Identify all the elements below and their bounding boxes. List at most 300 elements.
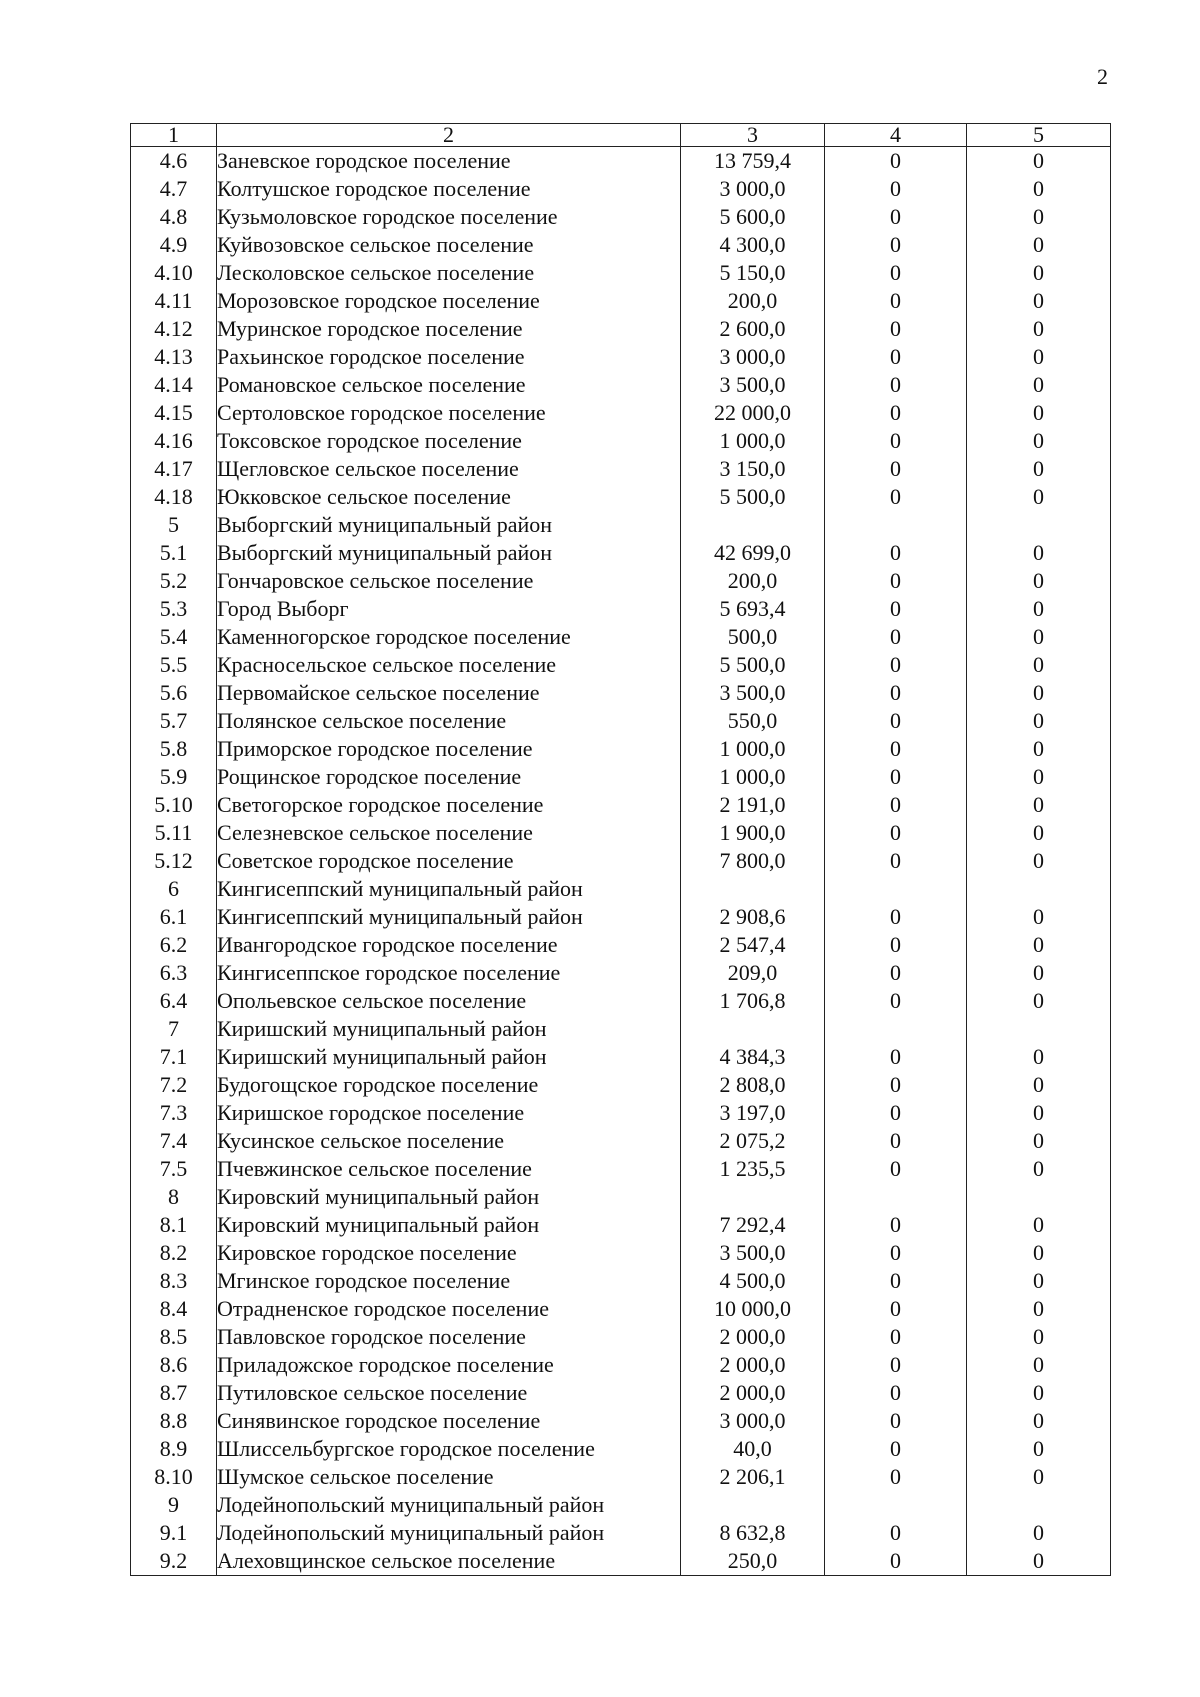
value-col-4: 0 <box>825 1351 967 1379</box>
settlement-name: Отрадненское городское поселение <box>217 1295 681 1323</box>
table-row <box>131 1407 1111 1435</box>
value-col-5: 0 <box>967 1211 1111 1239</box>
value-col-3: 10 000,0 <box>681 1295 825 1323</box>
value-col-5: 0 <box>967 567 1111 595</box>
value-col-4: 0 <box>825 1239 967 1267</box>
settlement-name: Каменногорское городское поселение <box>217 623 681 651</box>
value-col-4: 0 <box>825 1519 967 1547</box>
value-col-3: 3 000,0 <box>681 1407 825 1435</box>
row-number: 9.1 <box>131 1519 217 1547</box>
value-col-4: 0 <box>825 1435 967 1463</box>
value-col-3 <box>681 1183 825 1211</box>
row-number: 7.5 <box>131 1155 217 1183</box>
settlement-name: Советское городское поселение <box>217 847 681 875</box>
value-col-3: 5 693,4 <box>681 595 825 623</box>
settlement-name: Выборгский муниципальный район <box>217 511 681 539</box>
table-row <box>131 483 1111 511</box>
value-col-5: 0 <box>967 231 1111 259</box>
value-col-4: 0 <box>825 903 967 931</box>
row-number: 4.11 <box>131 287 217 315</box>
header-row <box>131 124 1111 147</box>
value-col-4: 0 <box>825 315 967 343</box>
value-col-5: 0 <box>967 483 1111 511</box>
table-row <box>131 651 1111 679</box>
value-col-3: 2 075,2 <box>681 1127 825 1155</box>
settlement-name: Мгинское городское поселение <box>217 1267 681 1295</box>
table-row <box>131 1015 1111 1043</box>
value-col-3: 5 600,0 <box>681 203 825 231</box>
value-col-4: 0 <box>825 259 967 287</box>
table-row <box>131 567 1111 595</box>
table-row <box>131 847 1111 875</box>
value-col-5: 0 <box>967 1547 1111 1576</box>
value-col-3: 4 300,0 <box>681 231 825 259</box>
table-row <box>131 511 1111 539</box>
settlement-name: Щегловское сельское поселение <box>217 455 681 483</box>
row-number: 9.2 <box>131 1547 217 1576</box>
value-col-5: 0 <box>967 399 1111 427</box>
value-col-4 <box>825 1015 967 1043</box>
row-number: 6 <box>131 875 217 903</box>
row-number: 4.16 <box>131 427 217 455</box>
value-col-4: 0 <box>825 1547 967 1576</box>
table-row <box>131 399 1111 427</box>
settlement-name: Шлиссельбургское городское поселение <box>217 1435 681 1463</box>
value-col-3: 1 706,8 <box>681 987 825 1015</box>
table-row <box>131 203 1111 231</box>
value-col-4: 0 <box>825 1463 967 1491</box>
settlement-name: Кировский муниципальный район <box>217 1183 681 1211</box>
value-col-3: 3 500,0 <box>681 679 825 707</box>
row-number: 4.9 <box>131 231 217 259</box>
value-col-3: 1 900,0 <box>681 819 825 847</box>
value-col-4: 0 <box>825 287 967 315</box>
value-col-3: 5 500,0 <box>681 651 825 679</box>
settlement-name: Кузьмоловское городское поселение <box>217 203 681 231</box>
settlement-name: Гончаровское сельское поселение <box>217 567 681 595</box>
row-number: 7.3 <box>131 1099 217 1127</box>
table-row <box>131 1155 1111 1183</box>
value-col-5: 0 <box>967 679 1111 707</box>
table-row <box>131 1547 1111 1576</box>
row-number: 7.4 <box>131 1127 217 1155</box>
value-col-5: 0 <box>967 427 1111 455</box>
value-col-5: 0 <box>967 315 1111 343</box>
settlement-name: Пчевжинское сельское поселение <box>217 1155 681 1183</box>
table-row <box>131 175 1111 203</box>
row-number: 4.10 <box>131 259 217 287</box>
value-col-5: 0 <box>967 1239 1111 1267</box>
table-row <box>131 959 1111 987</box>
row-number: 7.2 <box>131 1071 217 1099</box>
value-col-3: 2 000,0 <box>681 1351 825 1379</box>
value-col-5: 0 <box>967 259 1111 287</box>
value-col-5: 0 <box>967 1463 1111 1491</box>
value-col-3 <box>681 1491 825 1519</box>
table-row <box>131 1183 1111 1211</box>
value-col-5: 0 <box>967 455 1111 483</box>
table-row <box>131 903 1111 931</box>
value-col-4 <box>825 511 967 539</box>
value-col-4: 0 <box>825 1323 967 1351</box>
table-row <box>131 1519 1111 1547</box>
settlement-name: Юкковское сельское поселение <box>217 483 681 511</box>
settlement-name: Кусинское сельское поселение <box>217 1127 681 1155</box>
settlement-name: Киришский муниципальный район <box>217 1043 681 1071</box>
row-number: 8.2 <box>131 1239 217 1267</box>
value-col-3: 3 500,0 <box>681 1239 825 1267</box>
table-row <box>131 735 1111 763</box>
value-col-3: 42 699,0 <box>681 539 825 567</box>
value-col-4: 0 <box>825 203 967 231</box>
value-col-5: 0 <box>967 959 1111 987</box>
value-col-3: 1 000,0 <box>681 763 825 791</box>
value-col-4: 0 <box>825 1407 967 1435</box>
table-row <box>131 791 1111 819</box>
row-number: 4.14 <box>131 371 217 399</box>
value-col-4: 0 <box>825 847 967 875</box>
value-col-5 <box>967 511 1111 539</box>
settlement-name: Шумское сельское поселение <box>217 1463 681 1491</box>
value-col-4: 0 <box>825 595 967 623</box>
value-col-5: 0 <box>967 1519 1111 1547</box>
table-row <box>131 1043 1111 1071</box>
value-col-4: 0 <box>825 959 967 987</box>
row-number: 8 <box>131 1183 217 1211</box>
value-col-4: 0 <box>825 1099 967 1127</box>
table-row <box>131 1491 1111 1519</box>
table-row <box>131 819 1111 847</box>
value-col-4: 0 <box>825 1379 967 1407</box>
value-col-5: 0 <box>967 707 1111 735</box>
row-number: 5.8 <box>131 735 217 763</box>
value-col-5: 0 <box>967 623 1111 651</box>
settlement-name: Приморское городское поселение <box>217 735 681 763</box>
value-col-5: 0 <box>967 147 1111 176</box>
row-number: 5.11 <box>131 819 217 847</box>
settlement-name: Первомайское сельское поселение <box>217 679 681 707</box>
value-col-3: 2 000,0 <box>681 1323 825 1351</box>
settlement-name: Красносельское сельское поселение <box>217 651 681 679</box>
value-col-4: 0 <box>825 1043 967 1071</box>
value-col-4: 0 <box>825 175 967 203</box>
settlement-name: Синявинское городское поселение <box>217 1407 681 1435</box>
header-cell-3: 3 <box>681 124 825 147</box>
value-col-4: 0 <box>825 371 967 399</box>
value-col-3: 2 191,0 <box>681 791 825 819</box>
value-col-5: 0 <box>967 987 1111 1015</box>
settlement-name: Приладожское городское поселение <box>217 1351 681 1379</box>
table-row <box>131 1127 1111 1155</box>
value-col-3: 7 292,4 <box>681 1211 825 1239</box>
table-row <box>131 1463 1111 1491</box>
row-number: 5.7 <box>131 707 217 735</box>
value-col-5: 0 <box>967 903 1111 931</box>
value-col-5: 0 <box>967 539 1111 567</box>
value-col-3: 4 500,0 <box>681 1267 825 1295</box>
row-number: 5.3 <box>131 595 217 623</box>
settlement-name: Опольевское сельское поселение <box>217 987 681 1015</box>
row-number: 8.4 <box>131 1295 217 1323</box>
settlement-name: Морозовское городское поселение <box>217 287 681 315</box>
row-number: 4.17 <box>131 455 217 483</box>
settlement-name: Лесколовское сельское поселение <box>217 259 681 287</box>
value-col-5: 0 <box>967 1435 1111 1463</box>
value-col-3: 2 206,1 <box>681 1463 825 1491</box>
value-col-3: 2 808,0 <box>681 1071 825 1099</box>
table-row <box>131 259 1111 287</box>
row-number: 5.10 <box>131 791 217 819</box>
settlement-name: Куйвозовское сельское поселение <box>217 231 681 259</box>
value-col-4: 0 <box>825 567 967 595</box>
value-col-4: 0 <box>825 1295 967 1323</box>
table-row <box>131 763 1111 791</box>
row-number: 7.1 <box>131 1043 217 1071</box>
settlement-name: Кингисеппский муниципальный район <box>217 875 681 903</box>
value-col-4: 0 <box>825 819 967 847</box>
row-number: 5.5 <box>131 651 217 679</box>
value-col-4: 0 <box>825 399 967 427</box>
value-col-5: 0 <box>967 1379 1111 1407</box>
table-row <box>131 455 1111 483</box>
row-number: 4.18 <box>131 483 217 511</box>
value-col-5: 0 <box>967 1043 1111 1071</box>
table-row <box>131 287 1111 315</box>
table-row <box>131 539 1111 567</box>
settlement-name: Романовское сельское поселение <box>217 371 681 399</box>
value-col-4: 0 <box>825 987 967 1015</box>
header-cell-5: 5 <box>967 124 1111 147</box>
value-col-4: 0 <box>825 483 967 511</box>
table-row <box>131 1239 1111 1267</box>
settlement-name: Колтушское городское поселение <box>217 175 681 203</box>
settlement-name: Лодейнопольский муниципальный район <box>217 1519 681 1547</box>
allocation-table <box>130 123 1111 1576</box>
table-row <box>131 427 1111 455</box>
value-col-3: 2 908,6 <box>681 903 825 931</box>
settlement-name: Будогощское городское поселение <box>217 1071 681 1099</box>
table-row <box>131 875 1111 903</box>
row-number: 5.1 <box>131 539 217 567</box>
value-col-3: 5 150,0 <box>681 259 825 287</box>
table-row <box>131 1071 1111 1099</box>
row-number: 5.6 <box>131 679 217 707</box>
row-number: 6.3 <box>131 959 217 987</box>
value-col-5: 0 <box>967 595 1111 623</box>
settlement-name: Муринское городское поселение <box>217 315 681 343</box>
row-number: 5.2 <box>131 567 217 595</box>
settlement-name: Киришский муниципальный район <box>217 1015 681 1043</box>
value-col-3: 7 800,0 <box>681 847 825 875</box>
table-row <box>131 1323 1111 1351</box>
value-col-5: 0 <box>967 1295 1111 1323</box>
table-row <box>131 1099 1111 1127</box>
settlement-name: Полянское сельское поселение <box>217 707 681 735</box>
table-row <box>131 1295 1111 1323</box>
value-col-5: 0 <box>967 343 1111 371</box>
value-col-5 <box>967 1015 1111 1043</box>
value-col-5: 0 <box>967 651 1111 679</box>
value-col-3: 22 000,0 <box>681 399 825 427</box>
settlement-name: Рахьинское городское поселение <box>217 343 681 371</box>
settlement-name: Город Выборг <box>217 595 681 623</box>
settlement-name: Ивангородское городское поселение <box>217 931 681 959</box>
table-row <box>131 931 1111 959</box>
settlement-name: Рощинское городское поселение <box>217 763 681 791</box>
value-col-3: 200,0 <box>681 287 825 315</box>
row-number: 8.1 <box>131 1211 217 1239</box>
page-number: 2 <box>1097 64 1108 89</box>
value-col-3: 550,0 <box>681 707 825 735</box>
row-number: 8.9 <box>131 1435 217 1463</box>
value-col-5 <box>967 1183 1111 1211</box>
value-col-4 <box>825 875 967 903</box>
row-number: 5.4 <box>131 623 217 651</box>
table-row <box>131 1435 1111 1463</box>
value-col-3: 3 197,0 <box>681 1099 825 1127</box>
header-cell-1: 1 <box>131 124 217 147</box>
value-col-5: 0 <box>967 735 1111 763</box>
value-col-4: 0 <box>825 651 967 679</box>
row-number: 6.2 <box>131 931 217 959</box>
value-col-4: 0 <box>825 343 967 371</box>
row-number: 4.13 <box>131 343 217 371</box>
table-row <box>131 147 1111 176</box>
value-col-3 <box>681 875 825 903</box>
value-col-5: 0 <box>967 203 1111 231</box>
value-col-5 <box>967 1491 1111 1519</box>
table-row <box>131 1379 1111 1407</box>
value-col-3: 1 000,0 <box>681 427 825 455</box>
value-col-3: 3 150,0 <box>681 455 825 483</box>
settlement-name: Киришское городское поселение <box>217 1099 681 1127</box>
value-col-4: 0 <box>825 679 967 707</box>
value-col-4: 0 <box>825 931 967 959</box>
row-number: 8.5 <box>131 1323 217 1351</box>
value-col-4: 0 <box>825 1127 967 1155</box>
settlement-name: Сертоловское городское поселение <box>217 399 681 427</box>
settlement-name: Кингисеппский муниципальный район <box>217 903 681 931</box>
row-number: 8.7 <box>131 1379 217 1407</box>
table-row <box>131 315 1111 343</box>
row-number: 7 <box>131 1015 217 1043</box>
value-col-4: 0 <box>825 763 967 791</box>
value-col-3: 3 000,0 <box>681 343 825 371</box>
value-col-3: 200,0 <box>681 567 825 595</box>
settlement-name: Алеховщинское сельское поселение <box>217 1547 681 1576</box>
value-col-3: 250,0 <box>681 1547 825 1576</box>
row-number: 4.8 <box>131 203 217 231</box>
table-row <box>131 231 1111 259</box>
row-number: 4.12 <box>131 315 217 343</box>
table-row <box>131 623 1111 651</box>
settlement-name: Кингисеппское городское поселение <box>217 959 681 987</box>
value-col-4: 0 <box>825 1267 967 1295</box>
value-col-4: 0 <box>825 147 967 176</box>
value-col-5: 0 <box>967 847 1111 875</box>
value-col-5 <box>967 875 1111 903</box>
value-col-3: 4 384,3 <box>681 1043 825 1071</box>
value-col-4: 0 <box>825 231 967 259</box>
row-number: 8.10 <box>131 1463 217 1491</box>
value-col-3: 1 000,0 <box>681 735 825 763</box>
value-col-5: 0 <box>967 763 1111 791</box>
value-col-4: 0 <box>825 1211 967 1239</box>
header-cell-4: 4 <box>825 124 967 147</box>
settlement-name: Заневское городское поселение <box>217 147 681 176</box>
value-col-5: 0 <box>967 1155 1111 1183</box>
value-col-3: 40,0 <box>681 1435 825 1463</box>
value-col-5: 0 <box>967 819 1111 847</box>
value-col-5: 0 <box>967 1071 1111 1099</box>
value-col-3: 3 500,0 <box>681 371 825 399</box>
value-col-4: 0 <box>825 623 967 651</box>
row-number: 6.4 <box>131 987 217 1015</box>
value-col-5: 0 <box>967 371 1111 399</box>
value-col-5: 0 <box>967 1407 1111 1435</box>
settlement-name: Выборгский муниципальный район <box>217 539 681 567</box>
value-col-5: 0 <box>967 1267 1111 1295</box>
row-number: 9 <box>131 1491 217 1519</box>
settlement-name: Светогорское городское поселение <box>217 791 681 819</box>
value-col-4: 0 <box>825 1155 967 1183</box>
value-col-3: 1 235,5 <box>681 1155 825 1183</box>
header-cell-2: 2 <box>217 124 681 147</box>
value-col-3: 2 000,0 <box>681 1379 825 1407</box>
value-col-5: 0 <box>967 1099 1111 1127</box>
value-col-5: 0 <box>967 1351 1111 1379</box>
value-col-4: 0 <box>825 1071 967 1099</box>
settlement-name: Селезневское сельское поселение <box>217 819 681 847</box>
value-col-4 <box>825 1183 967 1211</box>
value-col-3: 2 600,0 <box>681 315 825 343</box>
settlement-name: Путиловское сельское поселение <box>217 1379 681 1407</box>
value-col-5: 0 <box>967 1127 1111 1155</box>
table-row <box>131 987 1111 1015</box>
value-col-4: 0 <box>825 735 967 763</box>
value-col-5: 0 <box>967 931 1111 959</box>
value-col-3: 3 000,0 <box>681 175 825 203</box>
table-body <box>131 147 1111 1576</box>
value-col-4 <box>825 1491 967 1519</box>
value-col-3: 13 759,4 <box>681 147 825 176</box>
row-number: 4.7 <box>131 175 217 203</box>
value-col-3: 8 632,8 <box>681 1519 825 1547</box>
row-number: 4.15 <box>131 399 217 427</box>
row-number: 8.3 <box>131 1267 217 1295</box>
value-col-3: 5 500,0 <box>681 483 825 511</box>
row-number: 5.9 <box>131 763 217 791</box>
table-row <box>131 1351 1111 1379</box>
row-number: 5.12 <box>131 847 217 875</box>
settlement-name: Павловское городское поселение <box>217 1323 681 1351</box>
value-col-4: 0 <box>825 791 967 819</box>
value-col-3: 209,0 <box>681 959 825 987</box>
settlement-name: Кировский муниципальный район <box>217 1211 681 1239</box>
value-col-5: 0 <box>967 287 1111 315</box>
row-number: 4.6 <box>131 147 217 176</box>
value-col-4: 0 <box>825 427 967 455</box>
table-row <box>131 679 1111 707</box>
table-row <box>131 707 1111 735</box>
value-col-4: 0 <box>825 455 967 483</box>
settlement-name: Кировское городское поселение <box>217 1239 681 1267</box>
value-col-4: 0 <box>825 707 967 735</box>
value-col-4: 0 <box>825 539 967 567</box>
table-row <box>131 1267 1111 1295</box>
settlement-name: Лодейнопольский муниципальный район <box>217 1491 681 1519</box>
value-col-5: 0 <box>967 175 1111 203</box>
